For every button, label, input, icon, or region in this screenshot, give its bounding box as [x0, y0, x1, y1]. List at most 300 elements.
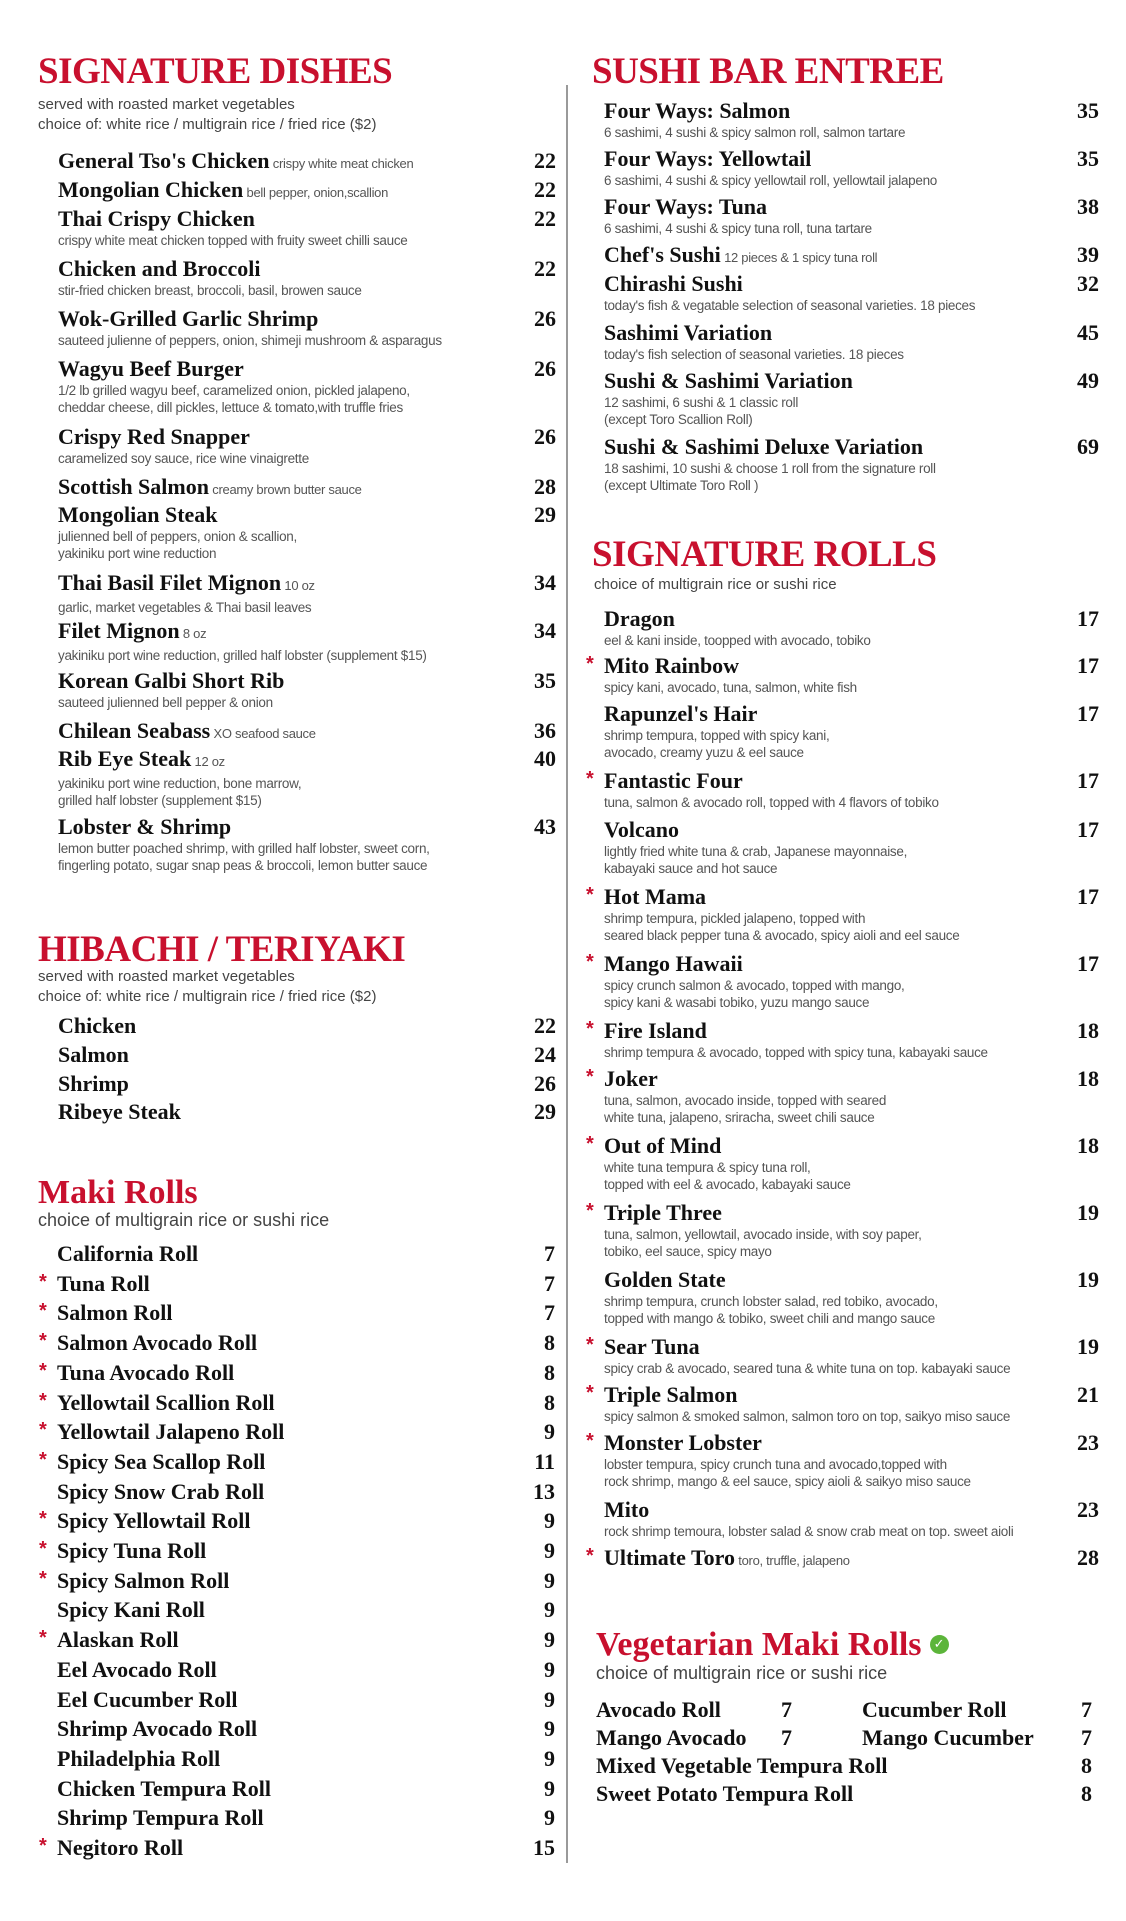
item-name: Yellowtail Scallion Roll	[57, 1389, 275, 1415]
menu-item	[604, 194, 1104, 237]
item-price: 18	[1077, 1018, 1099, 1043]
menu-item	[604, 368, 1104, 428]
menu-item	[586, 1066, 1104, 1126]
item-price: 7	[781, 1725, 792, 1750]
item-price: 34	[534, 618, 556, 643]
item-price: 15	[533, 1835, 555, 1860]
item-name: Salmon Roll	[57, 1300, 173, 1326]
item-name: Joker	[604, 1066, 658, 1091]
item-name: Alaskan Roll	[57, 1627, 179, 1653]
item-description: yakiniku port wine reduction, bone marrow,	[58, 776, 302, 791]
item-price: 32	[1077, 271, 1099, 296]
menu-item	[586, 768, 1104, 811]
item-price: 17	[1077, 884, 1099, 909]
spicy-star-icon: *	[586, 884, 594, 906]
item-description: yakiniku port wine reduction, grilled half lobster (supplement $15)	[58, 648, 427, 663]
item-name: Spicy Sea Scallop Roll	[57, 1448, 266, 1474]
item-description: crispy white meat chicken topped with fruity sweet chilli sauce	[58, 233, 408, 248]
menu-item	[862, 1697, 1092, 1723]
signature-dishes-subtitle-2: choice of: white rice / multigrain rice / fried rice ($2)	[38, 116, 377, 133]
item-price: 19	[1077, 1334, 1099, 1359]
item-price: 8	[544, 1359, 555, 1385]
item-name: Rapunzel's Hair	[604, 701, 758, 726]
menu-item	[39, 1627, 557, 1653]
item-price: 49	[1077, 368, 1099, 393]
item-description: 6 sashimi, 4 sushi & spicy salmon roll, salmon tartare	[604, 125, 906, 140]
item-price: 13	[533, 1478, 555, 1504]
item-name: Eel Avocado Roll	[57, 1656, 217, 1682]
item-name: Eel Cucumber Roll	[57, 1686, 238, 1712]
item-description: garlic, market vegetables & Thai basil leaves	[58, 600, 312, 615]
menu-item	[57, 1657, 557, 1683]
signature-rolls-heading: SIGNATURE ROLLS	[592, 534, 937, 575]
item-price: 9	[544, 1716, 555, 1742]
item-price: 9	[544, 1627, 555, 1653]
item-note: 10 oz	[281, 578, 315, 593]
item-price: 9	[544, 1656, 555, 1682]
vegetarian-maki-subtitle: choice of multigrain rice or sushi rice	[596, 1663, 888, 1683]
item-price: 22	[534, 148, 556, 173]
item-description: tuna, salmon, avocado inside, topped with seared	[604, 1093, 887, 1108]
menu-item	[58, 1071, 558, 1097]
item-price: 22	[534, 206, 556, 231]
item-name: Shrimp	[58, 1071, 129, 1096]
menu-item	[604, 320, 1104, 363]
item-description: stir-fried chicken breast, broccoli, basil, browen sauce	[58, 283, 362, 298]
item-price: 9	[544, 1508, 555, 1534]
item-name: Lobster & Shrimp	[58, 814, 232, 839]
item-name: Chicken	[58, 1013, 137, 1038]
menu-item	[596, 1697, 792, 1723]
item-name: Korean Galbi Short Rib	[58, 668, 285, 693]
item-price: 22	[534, 1013, 556, 1038]
item-name: Philadelphia Roll	[57, 1745, 221, 1771]
spicy-star-icon: *	[586, 1430, 594, 1452]
item-name: Sushi & Sashimi Variation	[604, 368, 853, 393]
menu-item	[57, 1479, 557, 1505]
item-note: toro, truffle, jalapeno	[734, 1553, 850, 1568]
item-description: (except Ultimate Toro Roll )	[604, 478, 759, 493]
item-name: Negitoro Roll	[57, 1835, 184, 1860]
item-price: 69	[1077, 434, 1099, 459]
menu-item	[39, 1359, 557, 1386]
maki-rolls-subtitle: choice of multigrain rice or sushi rice	[38, 1210, 330, 1230]
menu-item	[58, 424, 558, 467]
menu-item	[586, 1334, 1104, 1377]
item-name: Shrimp Tempura Roll	[57, 1805, 264, 1831]
item-price: 17	[1077, 768, 1099, 793]
item-name: California Roll	[57, 1241, 199, 1266]
spicy-star-icon: *	[586, 768, 594, 790]
item-price: 7	[544, 1241, 555, 1266]
menu-item	[58, 502, 558, 562]
menu-item	[57, 1687, 557, 1713]
item-name: Monster Lobster	[604, 1430, 762, 1455]
item-name: Scottish Salmon creamy brown butter sauce	[58, 474, 362, 499]
item-price: 43	[534, 814, 556, 839]
item-description: 1/2 lb grilled wagyu beef, caramelized onion, pickled jalapeno,	[58, 383, 410, 398]
item-description: 18 sashimi, 10 sushi & choose 1 roll from the signature roll	[604, 461, 936, 476]
item-price: 23	[1077, 1430, 1099, 1455]
menu-item	[586, 1018, 1104, 1061]
item-name: Mixed Vegetable Tempura Roll	[596, 1753, 888, 1778]
menu-item	[604, 242, 1104, 271]
item-price: 26	[534, 356, 556, 381]
item-description: yakiniku port wine reduction	[58, 546, 217, 561]
spicy-star-icon: *	[586, 1066, 594, 1088]
spicy-star-icon: *	[39, 1300, 47, 1323]
item-price: 45	[1077, 320, 1099, 345]
item-price: 9	[544, 1597, 555, 1623]
item-description: tobiko, eel sauce, spicy mayo	[604, 1244, 772, 1259]
item-price: 8	[544, 1330, 555, 1356]
menu-item	[58, 718, 558, 747]
item-note: 12 pieces & 1 spicy tuna roll	[720, 250, 878, 265]
item-description: spicy crunch salmon & avocado, topped with mango,	[604, 978, 905, 993]
item-description: tuna, salmon, yellowtail, avocado inside, with soy paper,	[604, 1227, 922, 1242]
menu-item	[39, 1835, 557, 1861]
vegetarian-maki-heading	[596, 1625, 949, 1665]
spicy-star-icon: *	[39, 1359, 47, 1382]
item-note: crispy white meat chicken	[269, 156, 414, 171]
menu-item	[39, 1300, 557, 1326]
item-name: Sear Tuna	[604, 1334, 700, 1359]
item-price: 26	[534, 306, 556, 331]
item-name: Four Ways: Yellowtail	[604, 146, 812, 171]
item-name: Spicy Yellowtail Roll	[57, 1508, 251, 1534]
item-price: 18	[1077, 1133, 1099, 1158]
menu-item	[604, 271, 1104, 314]
menu-item	[586, 1430, 1104, 1490]
item-price: 28	[1077, 1545, 1099, 1570]
item-price: 17	[1077, 951, 1099, 976]
item-description: topped with eel & avocado, kabayaki sauce	[604, 1177, 851, 1192]
item-name: Spicy Tuna Roll	[57, 1538, 207, 1563]
item-name: Mango Avocado	[596, 1725, 747, 1750]
item-price: 7	[1081, 1697, 1092, 1722]
item-name: Thai Basil Filet Mignon 10 oz	[58, 570, 315, 595]
item-name: Golden State	[604, 1267, 726, 1292]
menu-item	[39, 1567, 557, 1594]
spicy-star-icon: *	[39, 1270, 47, 1293]
spicy-star-icon: *	[586, 1018, 594, 1040]
item-description: shrimp tempura, topped with spicy kani,	[604, 728, 830, 743]
item-name: Yellowtail Jalapeno Roll	[57, 1419, 285, 1445]
item-name: Out of Mind	[604, 1133, 722, 1158]
vegetarian-maki-title: Vegetarian Maki Rolls	[596, 1626, 922, 1663]
item-description: tuna, salmon & avocado roll, topped with 4 flavors of tobiko	[604, 795, 939, 810]
item-price: 35	[1077, 146, 1099, 171]
item-description: (except Toro Scallion Roll)	[604, 412, 753, 427]
item-name: Crispy Red Snapper	[58, 424, 250, 449]
item-name: Wagyu Beef Burger	[58, 356, 244, 381]
menu-item	[58, 570, 558, 616]
spicy-star-icon: *	[586, 1133, 594, 1155]
item-price: 17	[1077, 817, 1099, 842]
item-description: lobster tempura, spicy crunch tuna and avocado,topped with	[604, 1457, 947, 1472]
item-price: 9	[544, 1805, 555, 1831]
item-description: eel & kani inside, toopped with avocado, tobiko	[604, 633, 871, 648]
menu-item	[604, 606, 1104, 649]
item-price: 7	[781, 1697, 792, 1722]
item-price: 19	[1077, 1200, 1099, 1225]
spicy-star-icon: *	[586, 1334, 594, 1356]
item-price: 18	[1077, 1066, 1099, 1091]
item-description: today's fish selection of seasonal varieties. 18 pieces	[604, 347, 904, 362]
sushi-bar-entree-heading: SUSHI BAR ENTREE	[592, 51, 944, 92]
item-price: 35	[534, 668, 556, 693]
item-note: 8 oz	[179, 626, 207, 641]
menu-item	[604, 146, 1104, 189]
item-price: 29	[534, 1099, 556, 1124]
item-description: topped with mango & tobiko, sweet chili and mango sauce	[604, 1311, 935, 1326]
spicy-star-icon: *	[39, 1389, 47, 1412]
item-description: kabayaki sauce and hot sauce	[604, 861, 778, 876]
item-description: white tuna, jalapeno, sriracha, sweet chili sauce	[604, 1110, 875, 1125]
menu-item	[58, 668, 558, 711]
menu-item	[58, 256, 558, 299]
item-name: Ultimate Toro toro, truffle, jalapeno	[604, 1545, 850, 1570]
item-description: lemon butter poached shrimp, with grilled half lobster, sweet corn,	[58, 841, 430, 856]
item-name: Ribeye Steak	[58, 1099, 181, 1124]
item-description: spicy kani, avocado, tuna, salmon, white fish	[604, 680, 857, 695]
item-description: spicy crab & avocado, seared tuna & white tuna on top. kabayaki sauce	[604, 1361, 1011, 1376]
item-name: Rib Eye Steak 12 oz	[58, 746, 225, 771]
menu-item	[58, 618, 558, 664]
item-description: sauteed julienne of peppers, onion, shimeji mushroom & asparagus	[58, 333, 442, 348]
item-name: Mongolian Steak	[58, 502, 218, 527]
item-description: julienned bell of peppers, onion & scallion,	[58, 529, 297, 544]
item-name: Mango Hawaii	[604, 951, 743, 976]
item-name: Wok-Grilled Garlic Shrimp	[58, 306, 319, 331]
item-price: 35	[1077, 98, 1099, 123]
menu-item	[58, 177, 558, 206]
item-description: today's fish & vegatable selection of seasonal varieties. 18 pieces	[604, 298, 976, 313]
item-name: Spicy Snow Crab Roll	[57, 1478, 265, 1504]
signature-dishes-subtitle-1: served with roasted market vegetables	[38, 96, 295, 113]
item-price: 7	[544, 1300, 555, 1326]
item-price: 17	[1077, 653, 1099, 678]
item-price: 8	[544, 1389, 555, 1415]
item-description: shrimp tempura & avocado, topped with spicy tuna, kabayaki sauce	[604, 1045, 988, 1060]
spicy-star-icon: *	[39, 1835, 47, 1857]
item-price: 19	[1077, 1267, 1099, 1292]
menu-item	[586, 951, 1104, 1011]
menu-item	[57, 1805, 557, 1831]
item-description: 12 sashimi, 6 sushi & 1 classic roll	[604, 395, 799, 410]
menu-item	[39, 1330, 557, 1356]
item-description: sauteed julienned bell pepper & onion	[58, 695, 273, 710]
item-name: Dragon	[604, 606, 675, 631]
menu-item	[58, 1013, 558, 1039]
menu-item	[39, 1508, 557, 1534]
menu-item	[58, 1042, 558, 1068]
item-description: grilled half lobster (supplement $15)	[58, 793, 262, 808]
menu-item	[57, 1597, 557, 1623]
item-name: Tuna Roll	[57, 1270, 150, 1296]
item-price: 17	[1077, 701, 1099, 726]
item-price: 26	[534, 1071, 556, 1096]
item-price: 23	[1077, 1497, 1099, 1522]
item-name: Cucumber Roll	[862, 1697, 1007, 1722]
menu-item	[57, 1776, 557, 1802]
menu-item	[58, 206, 558, 249]
item-description: avocado, creamy yuzu & eel sauce	[604, 745, 804, 760]
item-name: Four Ways: Salmon	[604, 98, 791, 123]
item-name: Salmon	[58, 1042, 129, 1067]
item-price: 7	[1081, 1725, 1092, 1750]
item-description: caramelized soy sauce, rice wine vinaigrette	[58, 451, 309, 466]
menu-item	[586, 1545, 1104, 1574]
menu-item	[604, 817, 1104, 877]
item-price: 9	[544, 1419, 555, 1445]
item-name: Spicy Kani Roll	[57, 1597, 205, 1623]
spicy-star-icon: *	[39, 1567, 47, 1590]
item-description: 6 sashimi, 4 sushi & spicy yellowtail roll, yellowtail jalapeno	[604, 173, 938, 188]
item-price: 34	[534, 570, 556, 595]
item-name: Fire Island	[604, 1018, 707, 1043]
menu-item	[604, 1497, 1104, 1540]
item-note: bell pepper, onion,scallion	[243, 185, 389, 200]
item-name: Tuna Avocado Roll	[57, 1359, 235, 1385]
item-name: Chicken Tempura Roll	[57, 1775, 271, 1801]
item-description: shrimp tempura, crunch lobster salad, red tobiko, avocado,	[604, 1294, 938, 1309]
menu-item	[39, 1538, 557, 1564]
item-name: Volcano	[604, 817, 679, 842]
item-price: 8	[1081, 1753, 1092, 1778]
item-name: Chilean Seabass XO seafood sauce	[58, 718, 316, 743]
menu-item	[57, 1746, 557, 1772]
menu-item	[596, 1753, 1092, 1779]
item-note: 12 oz	[191, 754, 225, 769]
item-description: cheddar cheese, dill pickles, lettuce & tomato,with truffle fries	[58, 400, 403, 415]
spicy-star-icon: *	[586, 653, 594, 675]
item-price: 17	[1077, 606, 1099, 631]
item-name: Spicy Salmon Roll	[57, 1567, 230, 1593]
menu-item	[862, 1725, 1092, 1751]
item-price: 26	[534, 424, 556, 449]
item-price: 9	[544, 1567, 555, 1593]
item-price: 39	[1077, 242, 1099, 267]
item-price: 9	[544, 1538, 555, 1563]
item-description: spicy salmon & smoked salmon, salmon toro on top, saikyo miso sauce	[604, 1409, 1011, 1424]
menu-item	[586, 653, 1104, 696]
menu-item	[58, 148, 558, 177]
item-name: Mongolian Chicken bell pepper, onion,scallion	[58, 177, 389, 202]
menu-item	[604, 98, 1104, 141]
item-name: Chef's Sushi 12 pieces & 1 spicy tuna roll	[604, 242, 878, 267]
spicy-star-icon: *	[39, 1508, 47, 1531]
menu-item	[58, 356, 558, 416]
item-name: Shrimp Avocado Roll	[57, 1716, 258, 1742]
item-description: seared black pepper tuna & avocado, spicy aioli and eel sauce	[604, 928, 960, 943]
item-note: XO seafood sauce	[210, 726, 316, 741]
column-divider	[566, 85, 568, 1863]
spicy-star-icon: *	[586, 1200, 594, 1222]
menu-item	[604, 1267, 1104, 1327]
spicy-star-icon: *	[39, 1419, 47, 1442]
hibachi-subtitle-2: choice of: white rice / multigrain rice / fried rice ($2)	[38, 988, 377, 1005]
item-price: 21	[1077, 1382, 1099, 1407]
item-name: Mito Rainbow	[604, 653, 740, 678]
menu-item	[57, 1716, 557, 1742]
item-name: Mito	[604, 1497, 650, 1522]
menu-item	[596, 1781, 1092, 1807]
menu-item	[604, 701, 1104, 761]
item-name: Avocado Roll	[596, 1697, 721, 1722]
item-price: 9	[544, 1775, 555, 1801]
item-price: 36	[534, 718, 556, 743]
maki-rolls-heading: Maki Rolls	[38, 1174, 198, 1211]
item-price: 11	[534, 1448, 555, 1474]
menu-item	[39, 1389, 557, 1416]
item-note: creamy brown butter sauce	[208, 482, 362, 497]
item-description: lightly fried white tuna & crab, Japanese mayonnaise,	[604, 844, 908, 859]
item-price: 9	[544, 1745, 555, 1771]
check-circle-icon: ✓	[930, 1635, 949, 1654]
menu-item	[39, 1448, 557, 1475]
spicy-star-icon: *	[39, 1448, 47, 1471]
item-price: 7	[544, 1270, 555, 1296]
spicy-star-icon: *	[586, 1545, 594, 1567]
menu-item	[58, 306, 558, 349]
spicy-star-icon: *	[39, 1627, 47, 1650]
item-name: Salmon Avocado Roll	[57, 1330, 258, 1356]
menu-item	[586, 1133, 1104, 1193]
item-name: Hot Mama	[604, 884, 707, 909]
spicy-star-icon: *	[39, 1330, 47, 1353]
item-price: 22	[534, 256, 556, 281]
menu-item	[58, 1099, 558, 1125]
item-name: Fantastic Four	[604, 768, 743, 793]
signature-rolls-subtitle: choice of multigrain rice or sushi rice	[594, 576, 837, 593]
item-name: General Tso's Chicken crispy white meat chicken	[58, 148, 414, 173]
item-name: Triple Three	[604, 1200, 722, 1225]
spicy-star-icon: *	[39, 1538, 47, 1560]
signature-dishes-heading: SIGNATURE DISHES	[38, 51, 393, 92]
item-name: Chirashi Sushi	[604, 271, 743, 296]
item-description: shrimp tempura, pickled jalapeno, topped with	[604, 911, 866, 926]
item-name: Sushi & Sashimi Deluxe Variation	[604, 434, 924, 459]
menu-item	[586, 884, 1104, 944]
item-price: 40	[534, 746, 556, 771]
menu-item	[586, 1382, 1104, 1425]
item-price: 38	[1077, 194, 1099, 219]
menu-item	[58, 746, 558, 809]
item-description: rock shrimp temoura, lobster salad & snow crab meat on top. sweet aioli	[604, 1524, 1014, 1539]
item-name: Sweet Potato Tempura Roll	[596, 1781, 854, 1806]
item-name: Sashimi Variation	[604, 320, 773, 345]
menu-item	[596, 1725, 792, 1751]
item-name: Thai Crispy Chicken	[58, 206, 255, 231]
item-name: Filet Mignon 8 oz	[58, 618, 207, 643]
item-description: rock shrimp, mango & eel sauce, spicy aioli & saikyo miso sauce	[604, 1474, 971, 1489]
menu-item	[604, 434, 1104, 494]
menu-item	[39, 1270, 557, 1297]
menu-item	[39, 1419, 557, 1445]
item-name: Four Ways: Tuna	[604, 194, 768, 219]
hibachi-subtitle-1: served with roasted market vegetables	[38, 968, 295, 985]
item-description: fingerling potato, sugar snap peas & broccoli, lemon butter sauce	[58, 858, 428, 873]
menu-item	[57, 1241, 557, 1267]
item-name: Mango Cucumber	[862, 1725, 1034, 1750]
item-price: 28	[534, 474, 556, 499]
item-name: Triple Salmon	[604, 1382, 738, 1407]
item-description: white tuna tempura & spicy tuna roll,	[604, 1160, 811, 1175]
spicy-star-icon: *	[586, 951, 594, 973]
item-price: 29	[534, 502, 556, 527]
hibachi-heading: HIBACHI / TERIYAKI	[38, 929, 406, 970]
